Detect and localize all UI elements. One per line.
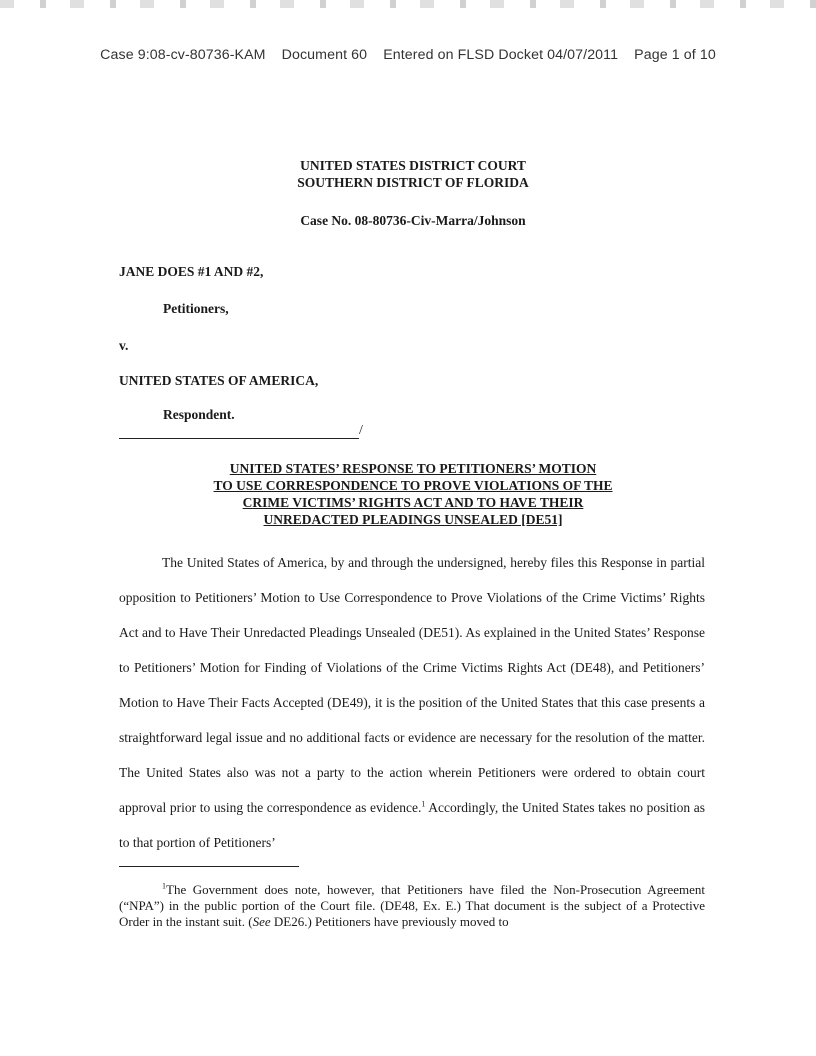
scan-artifact [0, 0, 816, 8]
footnote-reference[interactable]: 1 [421, 799, 426, 809]
footnote [119, 882, 705, 930]
docket-header [0, 47, 816, 63]
caption-divider [119, 438, 359, 439]
footnote-see: See [252, 914, 271, 929]
footnote-text-continued: DE26.) Petitioners have previously moved to [270, 914, 509, 929]
document-title [0, 460, 816, 528]
header-entered-date: Entered on FLSD Docket 04/07/2011 [383, 47, 619, 63]
footnote-marker: 1 [162, 881, 166, 891]
header-document-number: Document 60 [281, 47, 368, 63]
paragraph-text: The United States of America, by and through the undersigned, hereby files this Response in partial opposition to Petitioners’ Motion to Use Correspondence to Prove Violations of the Crime Victims’ Rights Act and to Have Their Unredacted Pleadings Unsealed (DE51). As explained in the United States’ Response to Petitioners’ Motion for Finding of Violations of the Crime Victims Rights Act (DE48), and Petitioners’ Motion to Have Their Facts Accepted (DE49), it is the position of the United States that this case presents a straightforward legal issue and no additional facts or evidence are necessary for the resolution of the matter. The United States also was not a party to the action wherein Petitioners were ordered to obtain court approval prior to using the correspondence as evidence. [119, 555, 705, 815]
court-name: UNITED STATES DISTRICT COURT [300, 158, 526, 173]
header-page-number: Page 1 of 10 [634, 47, 716, 63]
defendant-role: Respondent. [163, 407, 235, 422]
plaintiff-name: JANE DOES #1 AND #2, [119, 264, 264, 279]
caption-slash: / [359, 423, 363, 438]
court-caption [0, 157, 816, 191]
versus: v. [119, 338, 129, 353]
footnote-divider [119, 866, 299, 867]
title-line-1: UNITED STATES’ RESPONSE TO PETITIONERS’ MOTION [229, 461, 597, 476]
case-number: Case No. 08-80736-Civ-Marra/Johnson [300, 213, 526, 228]
title-line-4: UNREDACTED PLEADINGS UNSEALED [DE51] [263, 512, 563, 527]
plaintiff-role: Petitioners, [163, 301, 229, 316]
footnote-text: The Government does note, however, that Petitioners have filed the Non-Prosecution Agreement (“NPA”) in the public portion of the Court file. (DE48, Ex. E.) That document is the subject of a Protective Order in the instant suit. ( [119, 882, 705, 929]
court-district: SOUTHERN DISTRICT OF FLORIDA [297, 175, 529, 190]
title-line-2: TO USE CORRESPONDENCE TO PROVE VIOLATIONS OF THE [213, 478, 613, 493]
footnote-paragraph [119, 882, 705, 930]
title-line-3: CRIME VICTIMS’ RIGHTS ACT AND TO HAVE THEIR [242, 495, 584, 510]
body-text [119, 545, 705, 860]
paragraph [119, 545, 705, 860]
paragraph-text-continued: Accordingly, the United States takes no position as to that portion of Petitioners’ [119, 800, 705, 850]
defendant-name: UNITED STATES OF AMERICA, [119, 373, 319, 388]
header-case-number: Case 9:08-cv-80736-KAM [100, 47, 266, 63]
